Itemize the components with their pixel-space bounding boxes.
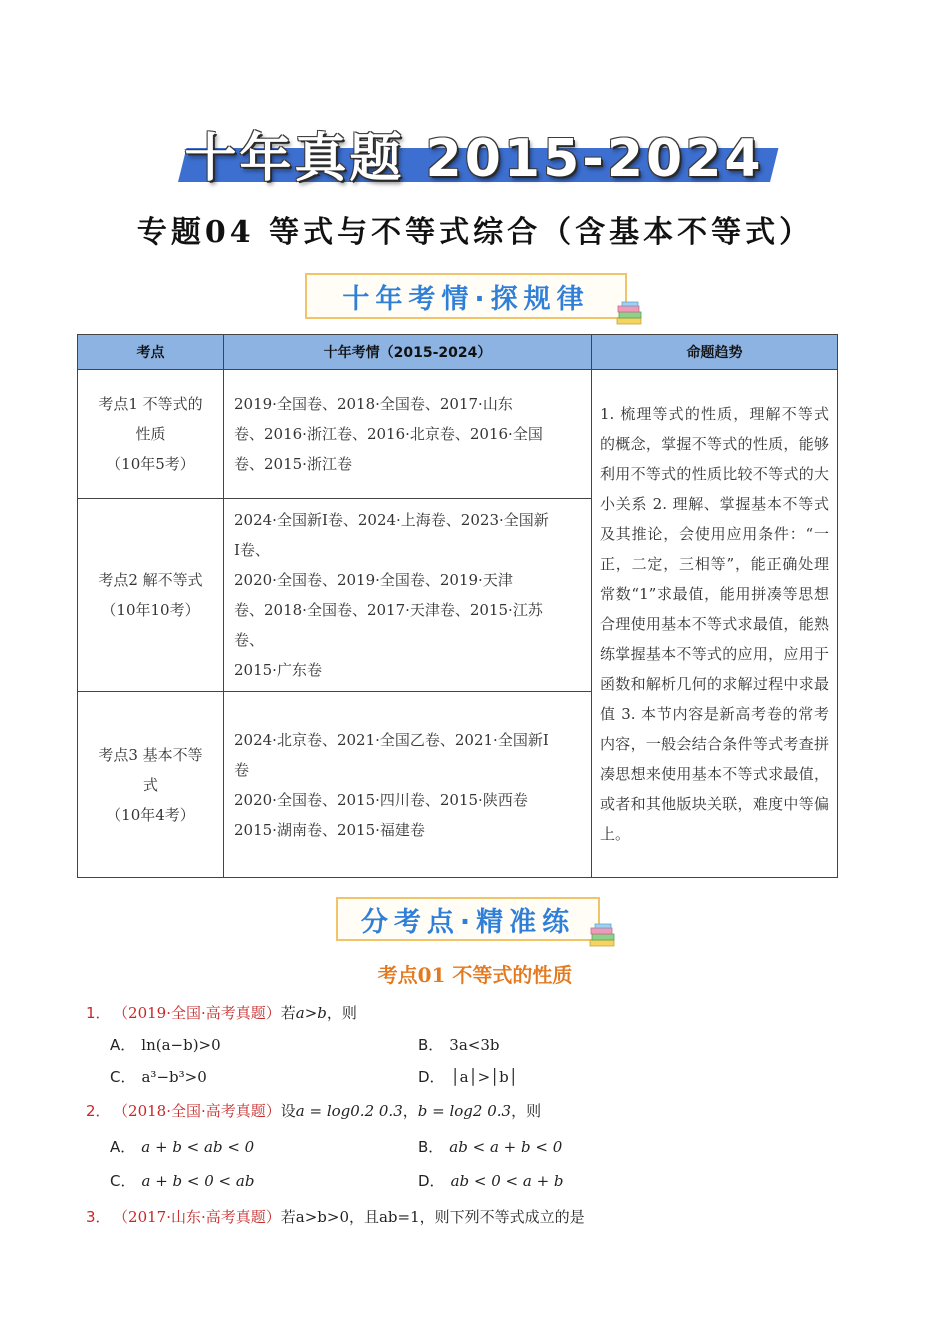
question-stem: 若a>b>0，且ab=1，则下列不等式成立的是 [280,1208,585,1226]
question-stem: 设 [280,1102,296,1120]
question-source: （2019·全国·高考真题） [120,1004,281,1022]
topic-cell [78,499,224,692]
table-row [78,370,838,499]
option-text: a + b < ab < 0 [141,1138,255,1156]
years-cell [224,370,592,499]
years-line: 2015·广东卷 [234,661,322,679]
banner-text: 十年真题 2015-2024 [184,129,764,189]
topic-count: （10年10考） [101,601,200,619]
years-line: 卷、2018·全国卷、2017·天津卷、2015·江苏 [234,601,543,619]
table-header-row [78,335,838,370]
question-math: b = log2 0.3 [417,1102,512,1120]
years-line: 卷 [234,760,250,779]
question-3 [86,1206,585,1227]
years-line: 2024·全国新Ⅰ卷、2024·上海卷、2023·全国新 [234,511,549,529]
years-line: 卷、 [234,631,265,649]
trend-cell: 1. 梳理等式的性质，理解不等式的概念，掌握不等式的性质，能够利用不等式的性质比较不等式的大小关系 2. 理解、掌握基本不等式及其推论，会使用应用条件：“一正，二定，三相等”，能正确处理常数“1”求最值，能用拼凑等思想合理使用基本不等式求最值，能熟练掌握基本不等式的应用，应用于函数和解析几何的求解过程中求最值 3. 本节内容是新高考卷的常考内容，一般会结合条件等式考查拼凑思想来使用基本不等式求最值，或者和其他版块关联，难度中等偏上。 [592,370,838,878]
option-text: ab < a + b < 0 [449,1138,563,1156]
topic-name: 考点1 不等式的 [98,395,203,413]
section-header-label: 分考点·精准练 [360,906,576,938]
topic-count: （10年5考） [106,455,195,473]
question-2: 2． （2018·全国·高考真题）设a = log0.2 0.3，b = log2 0.3，则 [86,1102,542,1120]
header-years: 十年考情（2015-2024） [224,335,592,370]
exam-overview-table [77,334,838,878]
question-stem-end: ，则 [326,1004,357,1022]
option-text: a³−b³>0 [141,1068,207,1086]
option-c[interactable] [110,1170,254,1191]
section-header-label: 十年考情·探规律 [342,283,590,315]
section-header-ten-year [305,273,627,319]
option-c[interactable] [110,1066,207,1087]
topic-cell [78,370,224,499]
books-icon [615,301,645,327]
topic-name: 考点2 解不等式 [98,571,203,589]
years-cell [224,692,592,878]
years-line: 2020·全国卷、2015·四川卷、2015·陕西卷 [234,790,528,809]
section-header-practice [336,897,600,941]
option-label: A． [110,1138,136,1156]
option-label: D． [418,1172,445,1190]
question-math: a = log0.2 0.3 [295,1102,403,1120]
years-line: 卷、2016·浙江卷、2016·北京卷、2016·全国 [234,425,543,443]
option-label: A． [110,1036,136,1054]
option-label: C． [110,1172,136,1190]
option-text: 3a<3b [449,1036,500,1054]
topic-name: 考点3 基本不等 [98,745,203,764]
years-cell [224,499,592,692]
option-label: B． [418,1036,444,1054]
option-d[interactable] [418,1170,564,1191]
document-title: 专题04 等式与不等式综合（含基本不等式） [136,215,814,250]
option-text: ln(a−b)>0 [141,1036,221,1054]
option-label: D． [418,1068,445,1086]
books-icon [588,923,618,949]
years-line: 2024·北京卷、2021·全国乙卷、2021·全国新Ⅰ [234,730,549,749]
option-a[interactable] [110,1034,221,1055]
topic-name-cont: 性质 [135,425,166,443]
question-stem: 若 [280,1004,296,1022]
question-math: a>b [295,1004,327,1022]
question-number: 3． [86,1208,111,1226]
option-label: C． [110,1068,136,1086]
question-source: （2018·全国·高考真题） [120,1102,281,1120]
years-line: 2019·全国卷、2018·全国卷、2017·山东 [234,395,513,413]
years-line: 2020·全国卷、2019·全国卷、2019·天津 [234,571,513,589]
question-stem-end: ，则 [511,1102,542,1120]
option-text: │a│>│b│ [450,1068,518,1086]
years-line: 2015·湖南卷、2015·福建卷 [234,820,425,839]
years-line: 卷、2015·浙江卷 [234,455,352,473]
option-a[interactable] [110,1136,254,1157]
years-line: Ⅰ卷、 [234,541,270,559]
question-number: 2． [86,1102,111,1120]
question-number: 1． [86,1004,111,1022]
topic-count: （10年4考） [106,805,195,824]
header-topic: 考点 [78,335,224,370]
banner [178,112,770,189]
option-label: B． [418,1138,444,1156]
option-text: ab < 0 < a + b [450,1172,564,1190]
option-b[interactable] [418,1136,562,1157]
option-text: a + b < 0 < ab [141,1172,255,1190]
topic-name-cont: 式 [142,775,158,794]
header-trend: 命题趋势 [592,335,838,370]
option-b[interactable] [418,1034,500,1055]
option-d[interactable] [418,1066,518,1087]
topic-cell [78,692,224,878]
question-source: （2017·山东·高考真题） [120,1208,281,1226]
question-1 [86,1002,357,1023]
kaodian-title: 考点01 不等式的性质 [377,963,573,987]
